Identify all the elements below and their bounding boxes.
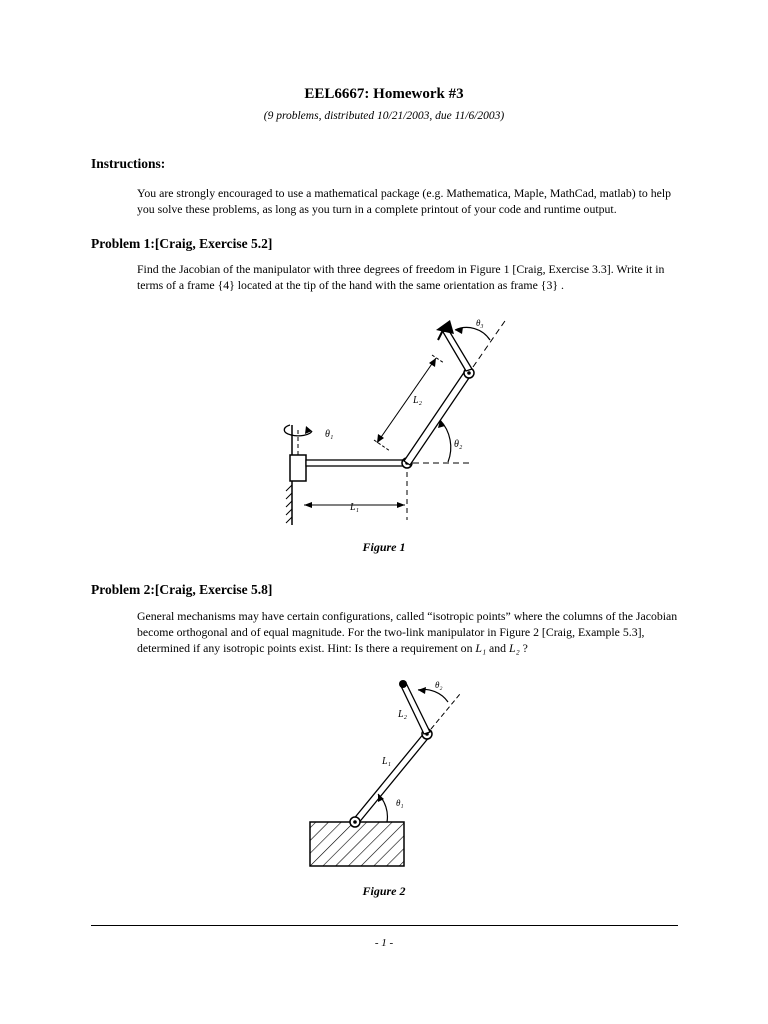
- figure-1-caption: Figure 1: [362, 540, 406, 554]
- label-L1: L₁: [382, 756, 392, 767]
- problem-1-text-before: Find the Jacobian of the manipulator with three degrees of freedom in Figure 1 [Craig, Exercise 3.3]. Write it in terms of a frame: [137, 262, 665, 292]
- L2-extension-low: [374, 440, 390, 451]
- label-L2: L₂: [413, 395, 423, 406]
- joint-1-pin: [353, 820, 357, 824]
- problem-2-text-before: General mechanisms may have certain configurations, called “isotropic points” where the columns of the Jacobian become orthogonal and of equal magnitude. For the two-link manipulator in Figure 2 [Craig, Example 5.3], determined if any isotropic points exist. Hint: Is there a requirement on: [137, 609, 678, 655]
- label-theta-2: θ₂: [454, 439, 463, 450]
- gripper-finger: [438, 330, 443, 340]
- frame-3: {3}: [540, 278, 559, 292]
- figure-1-diagram: [260, 310, 520, 530]
- problem-1-text-end: .: [558, 278, 564, 292]
- link-1: [306, 460, 406, 466]
- L1-arrow-left: [304, 502, 312, 508]
- base-block: [310, 822, 404, 866]
- label-theta-1: θ₁: [325, 429, 334, 440]
- base-hatching: [286, 485, 292, 523]
- problem-2-text-and: and: [486, 641, 510, 655]
- L2-arrow-low: [377, 434, 384, 443]
- problem-1-text: [137, 261, 682, 293]
- label-theta-1: θ₁: [396, 798, 404, 808]
- page-subtitle: (9 problems, distributed 10/21/2003, due 11/6/2003): [263, 110, 505, 122]
- instructions-text: You are strongly encouraged to use a mathematical package (e.g. Mathematica, Maple, MathCad, matlab) to help you solve these problems, as long as you turn in a complete printout of your code and runtime output.: [137, 186, 672, 216]
- problem-1-text-middle: located at the tip of the hand with the same orientation as frame: [234, 278, 541, 292]
- L2-symbol: L₂: [509, 641, 520, 655]
- page-title: EEL6667: Homework #3: [304, 86, 464, 102]
- link-1: [352, 732, 430, 825]
- label-L1: L₁: [350, 502, 360, 513]
- link-3: [443, 329, 472, 371]
- instructions-heading: Instructions:: [91, 156, 166, 171]
- L2-arrow-high: [429, 358, 436, 367]
- gripper: [436, 320, 454, 334]
- prismatic-joint: [290, 455, 306, 481]
- end-effector: [399, 680, 407, 688]
- problem-1-heading: Problem 1:[Craig, Exercise 5.2]: [91, 236, 273, 251]
- L1-arrow-right: [397, 502, 405, 508]
- joint-3-pin: [467, 371, 471, 375]
- theta-2-arrowhead: [418, 687, 426, 694]
- problem-2-text: [137, 608, 682, 656]
- problem-2-text-end: ?: [519, 641, 528, 655]
- L1-symbol: L₁: [475, 641, 487, 655]
- page-number: - 1 -: [374, 937, 394, 949]
- figure-2-caption: Figure 2: [362, 884, 406, 898]
- label-theta-2: θ₂: [435, 680, 443, 690]
- footer-divider: [91, 925, 678, 926]
- frame-4: {4}: [217, 278, 235, 292]
- label-theta-3: θ₃: [476, 318, 484, 328]
- label-L2: L₂: [398, 709, 408, 720]
- link-2: [404, 371, 471, 465]
- figure-2-diagram: [300, 672, 470, 872]
- problem-2-heading: Problem 2:[Craig, Exercise 5.8]: [91, 582, 273, 597]
